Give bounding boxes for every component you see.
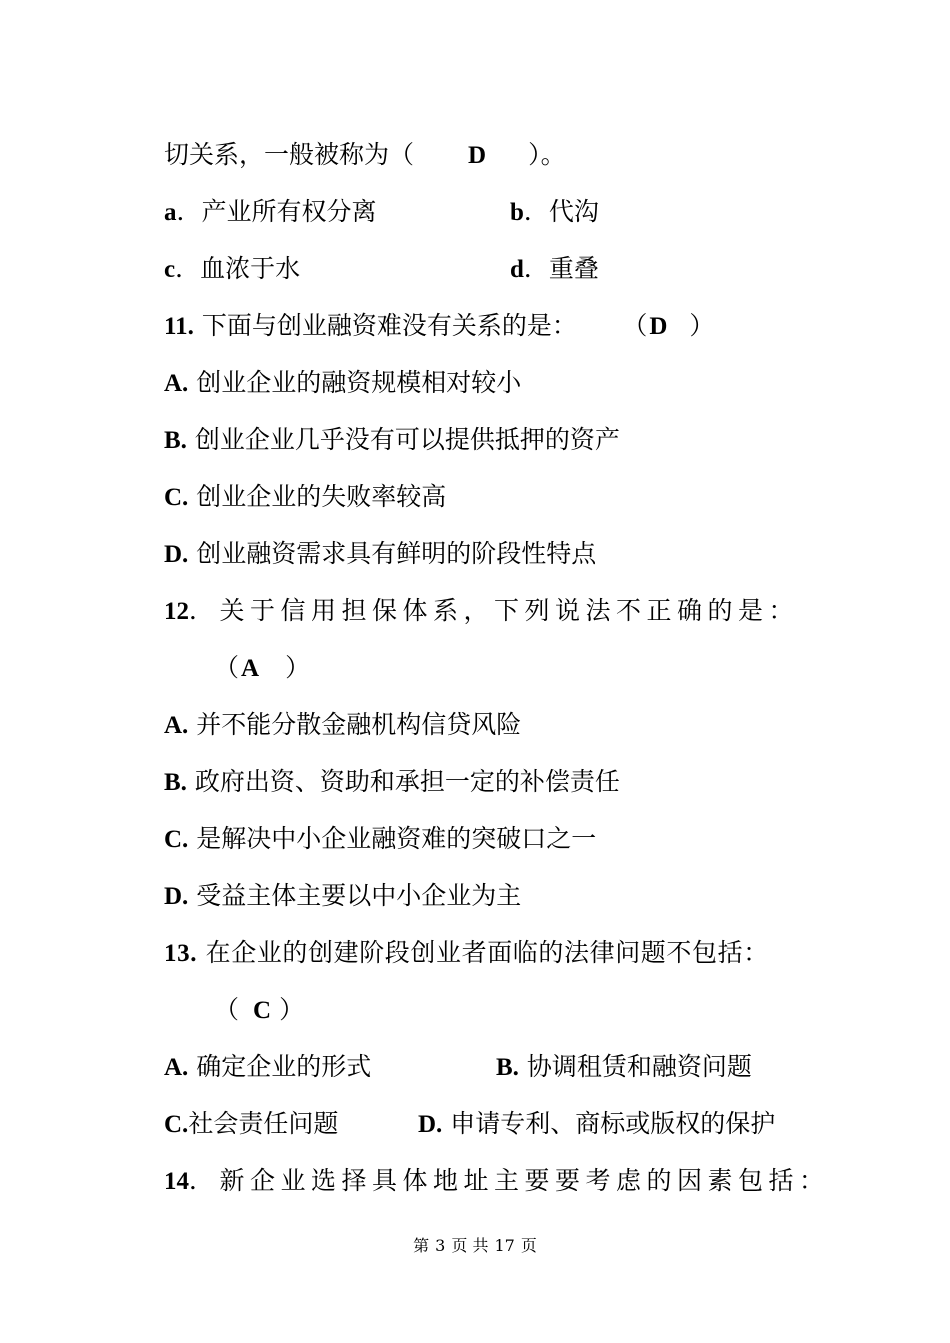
q10-option-d-text: 重叠	[548, 254, 599, 283]
q13-paren-open: （	[214, 995, 240, 1024]
q10-options-row-2: c．血浓于水 d．重叠	[164, 254, 599, 283]
q13-option-b-text: 协调租赁和融资问题	[526, 1052, 752, 1081]
q12-option-d	[164, 881, 521, 912]
q10-option-b-letter: b	[510, 199, 524, 226]
q11-option-c-letter: C.	[164, 484, 189, 511]
q10-stem-tail: 切关系，一般被称为（	[164, 140, 415, 169]
q13-paren-close: ）	[279, 995, 305, 1024]
q11-stem-line	[164, 311, 714, 342]
q13-option-b-letter: B.	[496, 1054, 519, 1081]
q13-number: 13.	[164, 940, 198, 967]
q11-option-d-text: 创业融资需求具有鲜明的阶段性特点	[196, 539, 597, 568]
footer-mid: 页 共	[451, 1236, 489, 1255]
q10-stem-line	[164, 140, 566, 171]
q10-option-a-text: 产业所有权分离	[201, 197, 377, 226]
q11-option-a	[164, 368, 521, 399]
q12-option-c	[164, 824, 596, 855]
footer-pre: 第	[413, 1236, 430, 1255]
q11-stem: 下面与创业融资难没有关系的是：	[201, 311, 577, 340]
q12-paren-open: （	[214, 653, 240, 682]
q13-options-row-2	[164, 1109, 776, 1140]
q10-option-b: b．代沟	[510, 197, 599, 226]
q14-number: 14	[164, 1168, 189, 1195]
q11-option-a-text: 创业企业的融资规模相对较小	[196, 368, 522, 397]
q12-option-d-letter: D.	[164, 883, 189, 910]
q10-stem-end: ）。	[528, 140, 566, 169]
q13-option-c-text: 社会责任问题	[188, 1109, 339, 1138]
q11-number: 11.	[164, 313, 194, 340]
q11-option-b-text: 创业企业几乎没有可以提供抵押的资产	[194, 425, 620, 454]
q12-option-b-letter: B.	[164, 769, 187, 796]
q12-option-a	[164, 710, 521, 741]
q13-answer-line	[214, 995, 304, 1026]
q12-number: 12	[164, 598, 189, 625]
q10-option-d: d．重叠	[510, 254, 599, 283]
q11-option-d-letter: D.	[164, 541, 189, 568]
q13-answer: C	[253, 997, 272, 1024]
footer-page-number: 3	[435, 1236, 446, 1255]
q13-option-c-letter: C.	[164, 1111, 189, 1138]
q12-option-c-text: 是解决中小企业融资难的突破口之一	[196, 824, 597, 853]
q12-option-c-letter: C.	[164, 826, 189, 853]
footer-post: 页	[520, 1236, 537, 1255]
q10-option-c-text: 血浓于水	[200, 254, 301, 283]
q13-option-d-letter: D.	[418, 1111, 443, 1138]
q10-option-d-letter: d	[510, 256, 524, 283]
q12-option-b-text: 政府出资、资助和承担一定的补偿责任	[194, 767, 620, 796]
q12-answer: A	[241, 655, 260, 682]
q11-paren-close: ）	[689, 311, 715, 340]
q14-stem-line	[164, 1166, 830, 1197]
q11-option-c	[164, 482, 446, 513]
q11-paren-open: （	[634, 311, 648, 340]
q11-answer: D	[649, 313, 668, 340]
q11-option-a-letter: A.	[164, 370, 189, 397]
q12-option-a-letter: A.	[164, 712, 189, 739]
page-footer	[0, 1236, 950, 1256]
q10-option-b-text: 代沟	[548, 197, 599, 226]
q14-stem: ．新企业选择具体地址主要要考虑的因素包括：	[189, 1166, 830, 1195]
q13-stem: 在企业的创建阶段创业者面临的法律问题不包括：	[205, 938, 769, 967]
q13-options-row-1	[164, 1052, 752, 1083]
q10-option-c-letter: c	[164, 256, 176, 283]
q10-answer: D	[468, 142, 487, 169]
q12-option-d-text: 受益主体主要以中小企业为主	[196, 881, 522, 910]
footer-total-pages: 17	[494, 1236, 515, 1255]
q13-stem-line	[164, 938, 769, 969]
q12-stem: ．关于信用担保体系，下列说法不正确的是：	[189, 596, 800, 625]
q11-option-d	[164, 539, 596, 570]
q12-stem-line	[164, 596, 799, 627]
q10-option-a-letter: a	[164, 199, 177, 226]
q13-option-d	[418, 1109, 775, 1140]
q11-option-b	[164, 425, 620, 456]
q13-option-d-text: 申请专利、商标或版权的保护	[450, 1109, 776, 1138]
q12-paren-close: ）	[285, 653, 311, 682]
q10-options-row-1: a．产业所有权分离 b．代沟	[164, 197, 599, 226]
q11-option-c-text: 创业企业的失败率较高	[196, 482, 447, 511]
q13-option-b	[496, 1052, 752, 1083]
q12-option-b	[164, 767, 620, 798]
q12-option-a-text: 并不能分散金融机构信贷风险	[196, 710, 522, 739]
q13-option-a-text: 确定企业的形式	[196, 1052, 372, 1081]
q11-option-b-letter: B.	[164, 427, 187, 454]
q13-option-a-letter: A.	[164, 1054, 189, 1081]
q12-answer-line	[214, 653, 310, 684]
